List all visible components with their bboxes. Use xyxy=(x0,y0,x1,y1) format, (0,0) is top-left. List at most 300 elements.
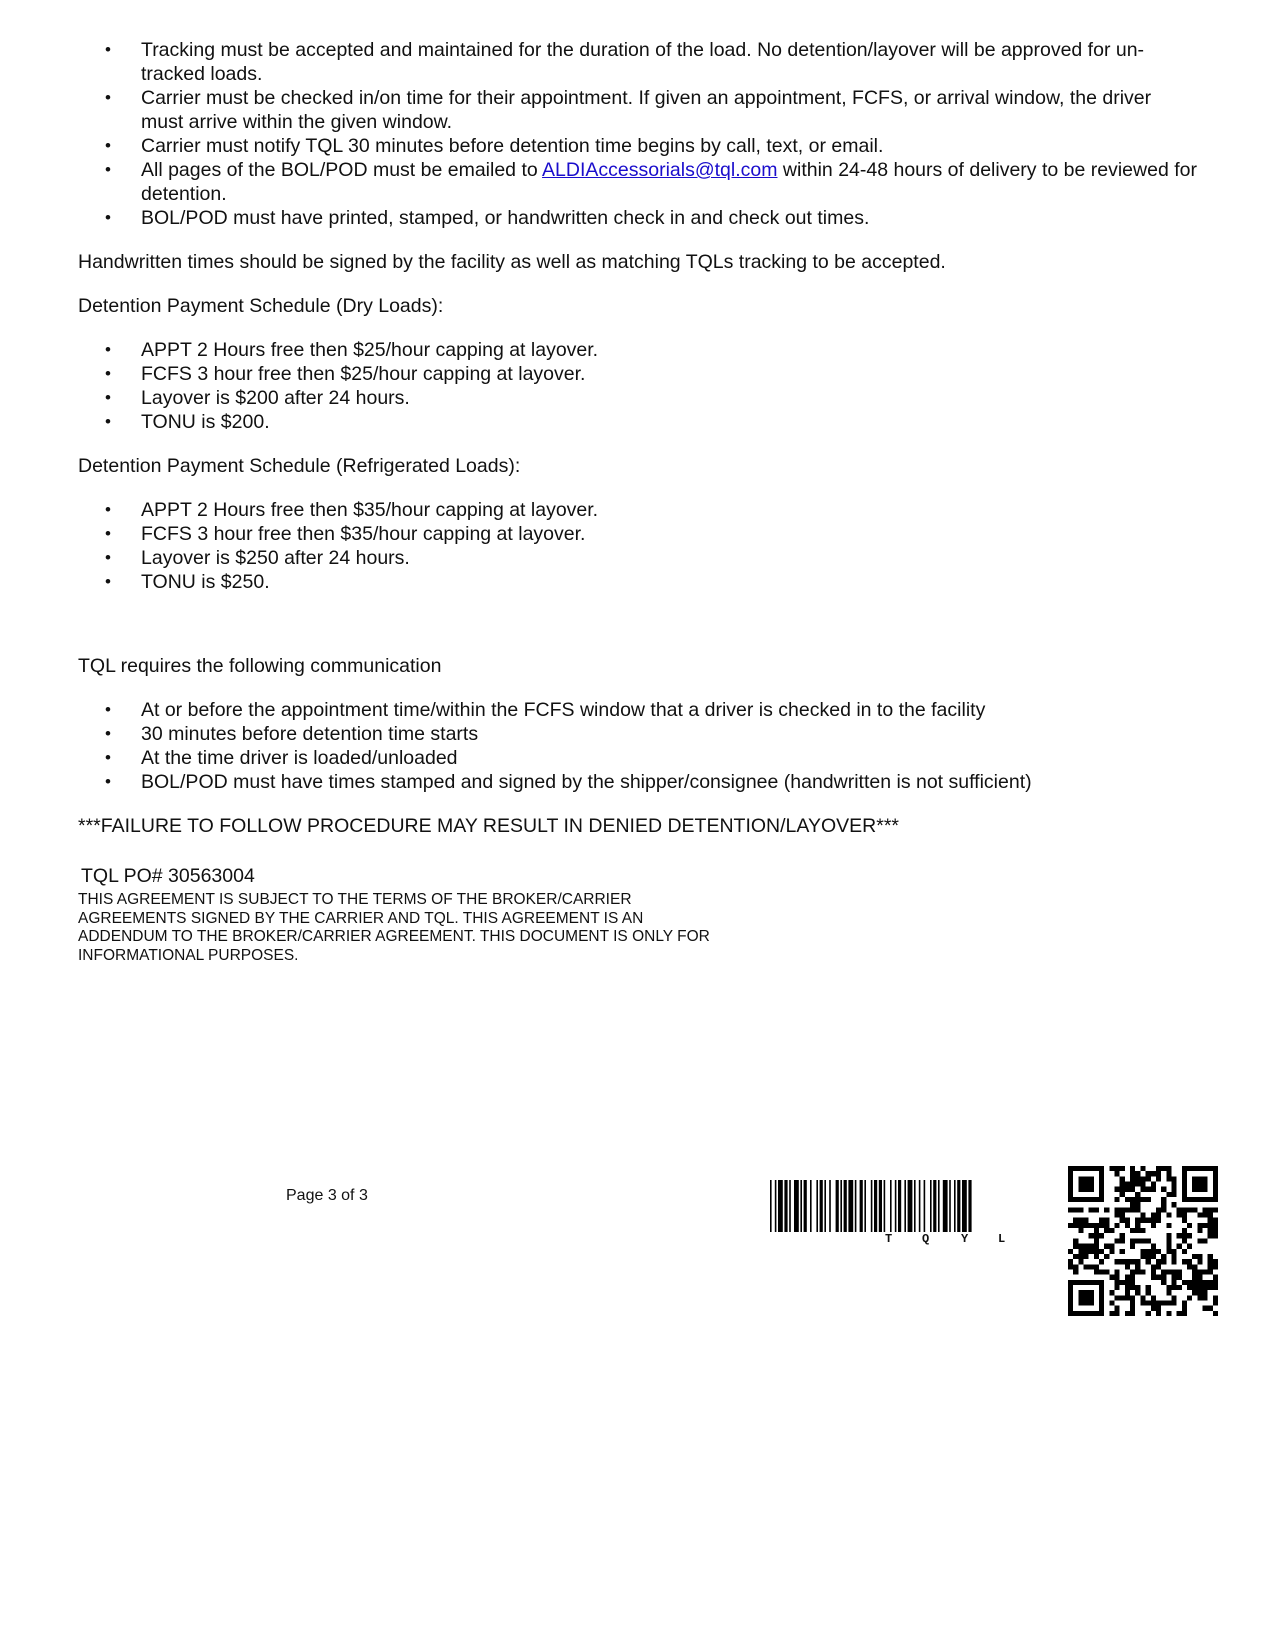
barcode-bar xyxy=(871,1180,873,1232)
qr-module xyxy=(1125,1207,1130,1212)
qr-module xyxy=(1177,1269,1182,1274)
qr-module xyxy=(1099,1295,1104,1300)
qr-module xyxy=(1084,1254,1089,1259)
qr-module xyxy=(1135,1207,1140,1212)
qr-module xyxy=(1094,1238,1099,1243)
qr-module xyxy=(1192,1264,1197,1269)
qr-module xyxy=(1140,1176,1145,1181)
qr-module xyxy=(1182,1207,1187,1212)
qr-module xyxy=(1208,1285,1213,1290)
qr-module xyxy=(1073,1218,1078,1223)
qr-module xyxy=(1089,1290,1094,1295)
qr-module xyxy=(1130,1295,1135,1300)
qr-module xyxy=(1068,1176,1073,1181)
qr-module xyxy=(1089,1249,1094,1254)
qr-module xyxy=(1068,1290,1073,1295)
qr-module xyxy=(1166,1311,1171,1316)
qr-module xyxy=(1068,1187,1073,1192)
qr-module xyxy=(1120,1187,1125,1192)
barcode-bar xyxy=(949,1180,951,1232)
qr-module xyxy=(1166,1223,1171,1228)
qr-module xyxy=(1099,1300,1104,1305)
qr-module xyxy=(1125,1290,1130,1295)
qr-module xyxy=(1135,1223,1140,1228)
qr-module xyxy=(1151,1218,1156,1223)
barcode-bar xyxy=(908,1180,913,1232)
qr-module xyxy=(1125,1280,1130,1285)
list-item-email-rule xyxy=(78,158,1198,206)
barcode-bar xyxy=(855,1180,857,1232)
qr-module xyxy=(1161,1300,1166,1305)
qr-module xyxy=(1140,1269,1145,1274)
qr-module xyxy=(1213,1223,1218,1228)
qr-module xyxy=(1078,1182,1083,1187)
qr-module xyxy=(1094,1223,1099,1228)
procedure-warning: ***FAILURE TO FOLLOW PROCEDURE MAY RESULT IN DENIED DETENTION/LAYOVER*** xyxy=(78,815,899,837)
qr-module xyxy=(1104,1218,1109,1223)
qr-module xyxy=(1125,1264,1130,1269)
qr-module xyxy=(1202,1238,1207,1243)
qr-module xyxy=(1094,1269,1099,1274)
qr-module xyxy=(1177,1207,1182,1212)
qr-module xyxy=(1073,1280,1078,1285)
email-rule-after: within 24-48 hours of delivery to be reviewed for detention. xyxy=(141,159,1197,205)
barcode-letter: T xyxy=(885,1232,893,1246)
qr-module xyxy=(1182,1280,1187,1285)
qr-module xyxy=(1120,1249,1125,1254)
qr-module xyxy=(1130,1171,1135,1176)
barcode-bar xyxy=(962,1180,967,1232)
qr-module xyxy=(1182,1166,1187,1171)
qr-module xyxy=(1094,1264,1099,1269)
qr-module xyxy=(1161,1259,1166,1264)
qr-module xyxy=(1109,1249,1114,1254)
barcode-bar xyxy=(860,1180,863,1232)
qr-module xyxy=(1166,1290,1171,1295)
agreement-line: ADDENDUM TO THE BROKER/CARRIER AGREEMENT. THIS DOCUMENT IS ONLY FOR xyxy=(78,928,710,945)
qr-module xyxy=(1068,1259,1073,1264)
qr-module xyxy=(1078,1223,1083,1228)
qr-module xyxy=(1115,1207,1120,1212)
document-body xyxy=(78,38,1198,965)
qr-module xyxy=(1089,1311,1094,1316)
qr-module xyxy=(1084,1300,1089,1305)
handwritten-note: Handwritten times should be signed by the facility as well as matching TQLs tracking to be accepted. xyxy=(78,251,946,273)
qr-module xyxy=(1094,1228,1099,1233)
qr-module xyxy=(1213,1207,1218,1212)
qr-module xyxy=(1130,1187,1135,1192)
qr-module xyxy=(1115,1213,1120,1218)
barcode-bar xyxy=(943,1180,948,1232)
qr-module xyxy=(1182,1171,1187,1176)
page-number: Page 3 of 3 xyxy=(286,1187,368,1204)
qr-module xyxy=(1171,1249,1176,1254)
qr-module xyxy=(1140,1218,1145,1223)
qr-module xyxy=(1068,1295,1073,1300)
qr-module xyxy=(1197,1285,1202,1290)
qr-module xyxy=(1120,1213,1125,1218)
barcode-bar xyxy=(784,1180,787,1232)
qr-module xyxy=(1135,1264,1140,1269)
barcode-bar xyxy=(930,1180,932,1232)
qr-module xyxy=(1146,1176,1151,1181)
qr-module xyxy=(1135,1228,1140,1233)
agreement-line: INFORMATIONAL PURPOSES. xyxy=(78,946,299,964)
qr-module xyxy=(1171,1187,1176,1192)
qr-module xyxy=(1140,1213,1145,1218)
qr-module xyxy=(1213,1182,1218,1187)
qr-module xyxy=(1197,1254,1202,1259)
qr-module xyxy=(1115,1280,1120,1285)
qr-module xyxy=(1125,1223,1130,1228)
qr-module xyxy=(1130,1182,1135,1187)
qr-module xyxy=(1078,1228,1083,1233)
qr-module xyxy=(1187,1166,1192,1171)
qr-module xyxy=(1213,1311,1218,1316)
qr-module xyxy=(1202,1207,1207,1212)
qr-module xyxy=(1182,1249,1187,1254)
qr-module xyxy=(1084,1197,1089,1202)
qr-module xyxy=(1177,1285,1182,1290)
qr-module xyxy=(1125,1182,1130,1187)
qr-module xyxy=(1182,1306,1187,1311)
qr-module xyxy=(1202,1182,1207,1187)
list-item: • TONU is $200. xyxy=(78,410,1198,434)
qr-module xyxy=(1073,1269,1078,1274)
qr-module xyxy=(1156,1275,1161,1280)
barcode-bar xyxy=(844,1180,847,1232)
qr-module xyxy=(1197,1187,1202,1192)
list-item: • BOL/POD must have times stamped and signed by the shipper/consignee (handwritten is not sufficient) xyxy=(78,770,1198,794)
qr-module xyxy=(1084,1176,1089,1181)
qr-module xyxy=(1084,1311,1089,1316)
qr-module xyxy=(1171,1182,1176,1187)
barcode-bar xyxy=(890,1180,892,1232)
qr-module xyxy=(1084,1264,1089,1269)
qr-module xyxy=(1156,1171,1161,1176)
list-item: • Tracking must be accepted and maintained for the duration of the load. No detention/layover will be approved for un-tracked loads. xyxy=(78,38,1198,86)
qr-module xyxy=(1187,1285,1192,1290)
qr-module xyxy=(1094,1280,1099,1285)
qr-module xyxy=(1094,1244,1099,1249)
qr-module xyxy=(1104,1223,1109,1228)
qr-module xyxy=(1135,1192,1140,1197)
qr-module xyxy=(1084,1218,1089,1223)
qr-module xyxy=(1171,1254,1176,1259)
qr-module xyxy=(1115,1259,1120,1264)
agreement-line: THIS AGREEMENT IS SUBJECT TO THE TERMS OF THE BROKER/CARRIER xyxy=(78,891,632,908)
qr-module xyxy=(1171,1269,1176,1274)
qr-module xyxy=(1156,1213,1161,1218)
qr-module xyxy=(1140,1238,1145,1243)
qr-module xyxy=(1171,1280,1176,1285)
qr-module xyxy=(1099,1218,1104,1223)
qr-module xyxy=(1202,1280,1207,1285)
qr-module xyxy=(1078,1207,1083,1212)
qr-module xyxy=(1125,1197,1130,1202)
qr-module xyxy=(1151,1275,1156,1280)
qr-module xyxy=(1089,1264,1094,1269)
qr-module xyxy=(1156,1249,1161,1254)
barcode-bar xyxy=(938,1180,940,1232)
list-item: • TONU is $250. xyxy=(78,570,1198,594)
qr-module xyxy=(1099,1280,1104,1285)
qr-module xyxy=(1073,1207,1078,1212)
qr-module xyxy=(1166,1213,1171,1218)
qr-module xyxy=(1135,1171,1140,1176)
qr-module xyxy=(1120,1192,1125,1197)
qr-module xyxy=(1140,1254,1145,1259)
qr-module xyxy=(1068,1192,1073,1197)
qr-module xyxy=(1135,1218,1140,1223)
qr-module xyxy=(1130,1244,1135,1249)
qr-module xyxy=(1146,1254,1151,1259)
qr-module xyxy=(1130,1197,1135,1202)
qr-module xyxy=(1146,1218,1151,1223)
qr-module xyxy=(1099,1249,1104,1254)
qr-module xyxy=(1078,1300,1083,1305)
qr-module xyxy=(1161,1202,1166,1207)
qr-module xyxy=(1202,1290,1207,1295)
qr-module xyxy=(1166,1249,1171,1254)
qr-module xyxy=(1068,1280,1073,1285)
qr-module xyxy=(1177,1213,1182,1218)
qr-module xyxy=(1187,1264,1192,1269)
qr-module xyxy=(1213,1176,1218,1181)
qr-module xyxy=(1202,1306,1207,1311)
barcode-bar xyxy=(840,1180,842,1232)
qr-module xyxy=(1104,1228,1109,1233)
qr-module xyxy=(1151,1187,1156,1192)
qr-module xyxy=(1099,1233,1104,1238)
qr-module xyxy=(1068,1306,1073,1311)
tracking-rules-list xyxy=(78,38,1198,230)
qr-module xyxy=(1125,1285,1130,1290)
barcode-bar xyxy=(800,1180,802,1232)
qr-module xyxy=(1166,1192,1171,1197)
barcode-bar xyxy=(968,1180,971,1232)
qr-module xyxy=(1171,1176,1176,1181)
qr-module xyxy=(1130,1275,1135,1280)
qr-module xyxy=(1187,1233,1192,1238)
qr-module xyxy=(1135,1290,1140,1295)
barcode-bar xyxy=(879,1180,882,1232)
qr-module xyxy=(1084,1295,1089,1300)
qr-module xyxy=(1120,1166,1125,1171)
qr-module xyxy=(1208,1218,1213,1223)
qr-module xyxy=(1130,1311,1135,1316)
qr-module xyxy=(1078,1244,1083,1249)
qr-module xyxy=(1197,1197,1202,1202)
qr-module xyxy=(1135,1197,1140,1202)
qr-module xyxy=(1125,1187,1130,1192)
qr-module xyxy=(1166,1166,1171,1171)
qr-module xyxy=(1135,1238,1140,1243)
qr-module xyxy=(1130,1306,1135,1311)
qr-module xyxy=(1078,1254,1083,1259)
qr-module xyxy=(1213,1233,1218,1238)
barcode-bar xyxy=(874,1180,877,1232)
qr-module xyxy=(1120,1207,1125,1212)
qr-module xyxy=(1073,1223,1078,1228)
qr-module xyxy=(1151,1264,1156,1269)
qr-module xyxy=(1125,1259,1130,1264)
qr-module xyxy=(1182,1176,1187,1181)
qr-module xyxy=(1187,1207,1192,1212)
qr-module xyxy=(1068,1166,1073,1171)
qr-module xyxy=(1099,1197,1104,1202)
qr-module xyxy=(1068,1171,1073,1176)
qr-module xyxy=(1068,1182,1073,1187)
qr-module xyxy=(1094,1249,1099,1254)
list-item: • Layover is $250 after 24 hours. xyxy=(78,546,1198,570)
qr-module xyxy=(1171,1192,1176,1197)
qr-module xyxy=(1089,1176,1094,1181)
qr-module xyxy=(1073,1244,1078,1249)
qr-module xyxy=(1140,1166,1145,1171)
qr-module xyxy=(1156,1166,1161,1171)
qr-module xyxy=(1171,1295,1176,1300)
barcode-bar xyxy=(770,1180,772,1232)
qr-module xyxy=(1146,1238,1151,1243)
qr-module xyxy=(1197,1295,1202,1300)
qr-module xyxy=(1135,1176,1140,1181)
qr-module xyxy=(1187,1280,1192,1285)
qr-module xyxy=(1171,1275,1176,1280)
qr-module xyxy=(1192,1182,1197,1187)
qr-module xyxy=(1089,1197,1094,1202)
barcode-bar xyxy=(933,1180,936,1232)
qr-module xyxy=(1068,1197,1073,1202)
qr-module xyxy=(1151,1295,1156,1300)
qr-module xyxy=(1177,1244,1182,1249)
qr-module xyxy=(1104,1269,1109,1274)
qr-module xyxy=(1084,1166,1089,1171)
qr-module xyxy=(1213,1300,1218,1305)
qr-module xyxy=(1197,1259,1202,1264)
qr-module xyxy=(1099,1171,1104,1176)
qr-module xyxy=(1166,1269,1171,1274)
qr-module xyxy=(1156,1300,1161,1305)
qr-module xyxy=(1156,1218,1161,1223)
qr-module xyxy=(1109,1244,1114,1249)
qr-module xyxy=(1202,1295,1207,1300)
qr-module xyxy=(1182,1182,1187,1187)
qr-module xyxy=(1089,1300,1094,1305)
qr-module xyxy=(1166,1244,1171,1249)
refrigerated-loads-heading: Detention Payment Schedule (Refrigerated Loads): xyxy=(78,455,521,477)
barcode-bar xyxy=(804,1180,807,1232)
list-item: • Carrier must notify TQL 30 minutes before detention time begins by call, text, or email. xyxy=(78,134,1198,158)
qr-module xyxy=(1161,1197,1166,1202)
qr-module xyxy=(1213,1295,1218,1300)
qr-module xyxy=(1130,1269,1135,1274)
qr-module xyxy=(1202,1223,1207,1228)
qr-module xyxy=(1140,1197,1145,1202)
qr-module xyxy=(1099,1311,1104,1316)
qr-module xyxy=(1213,1192,1218,1197)
qr-module xyxy=(1182,1311,1187,1316)
qr-module xyxy=(1099,1285,1104,1290)
qr-module xyxy=(1197,1280,1202,1285)
communication-heading: TQL requires the following communication xyxy=(78,655,442,677)
qr-module xyxy=(1208,1223,1213,1228)
qr-module xyxy=(1192,1269,1197,1274)
barcode-letter: Y xyxy=(961,1232,969,1246)
qr-module xyxy=(1166,1238,1171,1243)
qr-module xyxy=(1202,1269,1207,1274)
qr-module xyxy=(1166,1233,1171,1238)
qr-module xyxy=(1166,1171,1171,1176)
qr-module xyxy=(1197,1213,1202,1218)
qr-module xyxy=(1166,1285,1171,1290)
qr-module xyxy=(1161,1254,1166,1259)
qr-module xyxy=(1208,1254,1213,1259)
list-item: • FCFS 3 hour free then $35/hour capping at layover. xyxy=(78,522,1198,546)
dry-loads-heading: Detention Payment Schedule (Dry Loads): xyxy=(78,295,444,317)
qr-module xyxy=(1130,1228,1135,1233)
qr-module xyxy=(1140,1300,1145,1305)
qr-module xyxy=(1078,1311,1083,1316)
qr-module xyxy=(1094,1233,1099,1238)
qr-module xyxy=(1202,1166,1207,1171)
qr-module xyxy=(1109,1228,1114,1233)
qr-module xyxy=(1192,1176,1197,1181)
qr-module xyxy=(1104,1254,1109,1259)
qr-module xyxy=(1089,1182,1094,1187)
qr-module xyxy=(1109,1311,1114,1316)
qr-module xyxy=(1151,1306,1156,1311)
qr-module xyxy=(1120,1280,1125,1285)
qr-module xyxy=(1146,1187,1151,1192)
qr-module xyxy=(1120,1238,1125,1243)
qr-module xyxy=(1120,1259,1125,1264)
list-item: • APPT 2 Hours free then $25/hour capping at layover. xyxy=(78,338,1198,362)
qr-module xyxy=(1089,1295,1094,1300)
refrigerated-loads-list xyxy=(78,498,1198,594)
barcode-bar xyxy=(778,1180,783,1232)
barcode-bar xyxy=(864,1180,866,1232)
qr-module xyxy=(1213,1285,1218,1290)
qr-module xyxy=(1208,1207,1213,1212)
qr-module xyxy=(1130,1166,1135,1171)
qr-module xyxy=(1151,1269,1156,1274)
qr-module xyxy=(1156,1176,1161,1181)
qr-module xyxy=(1151,1300,1156,1305)
qr-module xyxy=(1073,1264,1078,1269)
qr-module xyxy=(1146,1290,1151,1295)
qr-module xyxy=(1115,1269,1120,1274)
qr-module xyxy=(1213,1275,1218,1280)
qr-module xyxy=(1078,1280,1083,1285)
qr-module xyxy=(1156,1259,1161,1264)
barcode-bar xyxy=(816,1180,818,1232)
qr-module xyxy=(1120,1295,1125,1300)
barcode-bar xyxy=(904,1180,906,1232)
qr-code xyxy=(1068,1166,1218,1316)
qr-module xyxy=(1115,1238,1120,1243)
qr-module xyxy=(1171,1202,1176,1207)
qr-module xyxy=(1115,1295,1120,1300)
barcode-bar xyxy=(775,1180,777,1232)
qr-module xyxy=(1115,1223,1120,1228)
agreement-line: AGREEMENTS SIGNED BY THE CARRIER AND TQL. THIS AGREEMENT IS AN xyxy=(78,909,644,927)
qr-module xyxy=(1135,1202,1140,1207)
barcode-bar xyxy=(794,1180,799,1232)
qr-module xyxy=(1187,1295,1192,1300)
email-link[interactable]: ALDIAccessorials@tql.com xyxy=(542,159,778,181)
qr-module xyxy=(1197,1166,1202,1171)
